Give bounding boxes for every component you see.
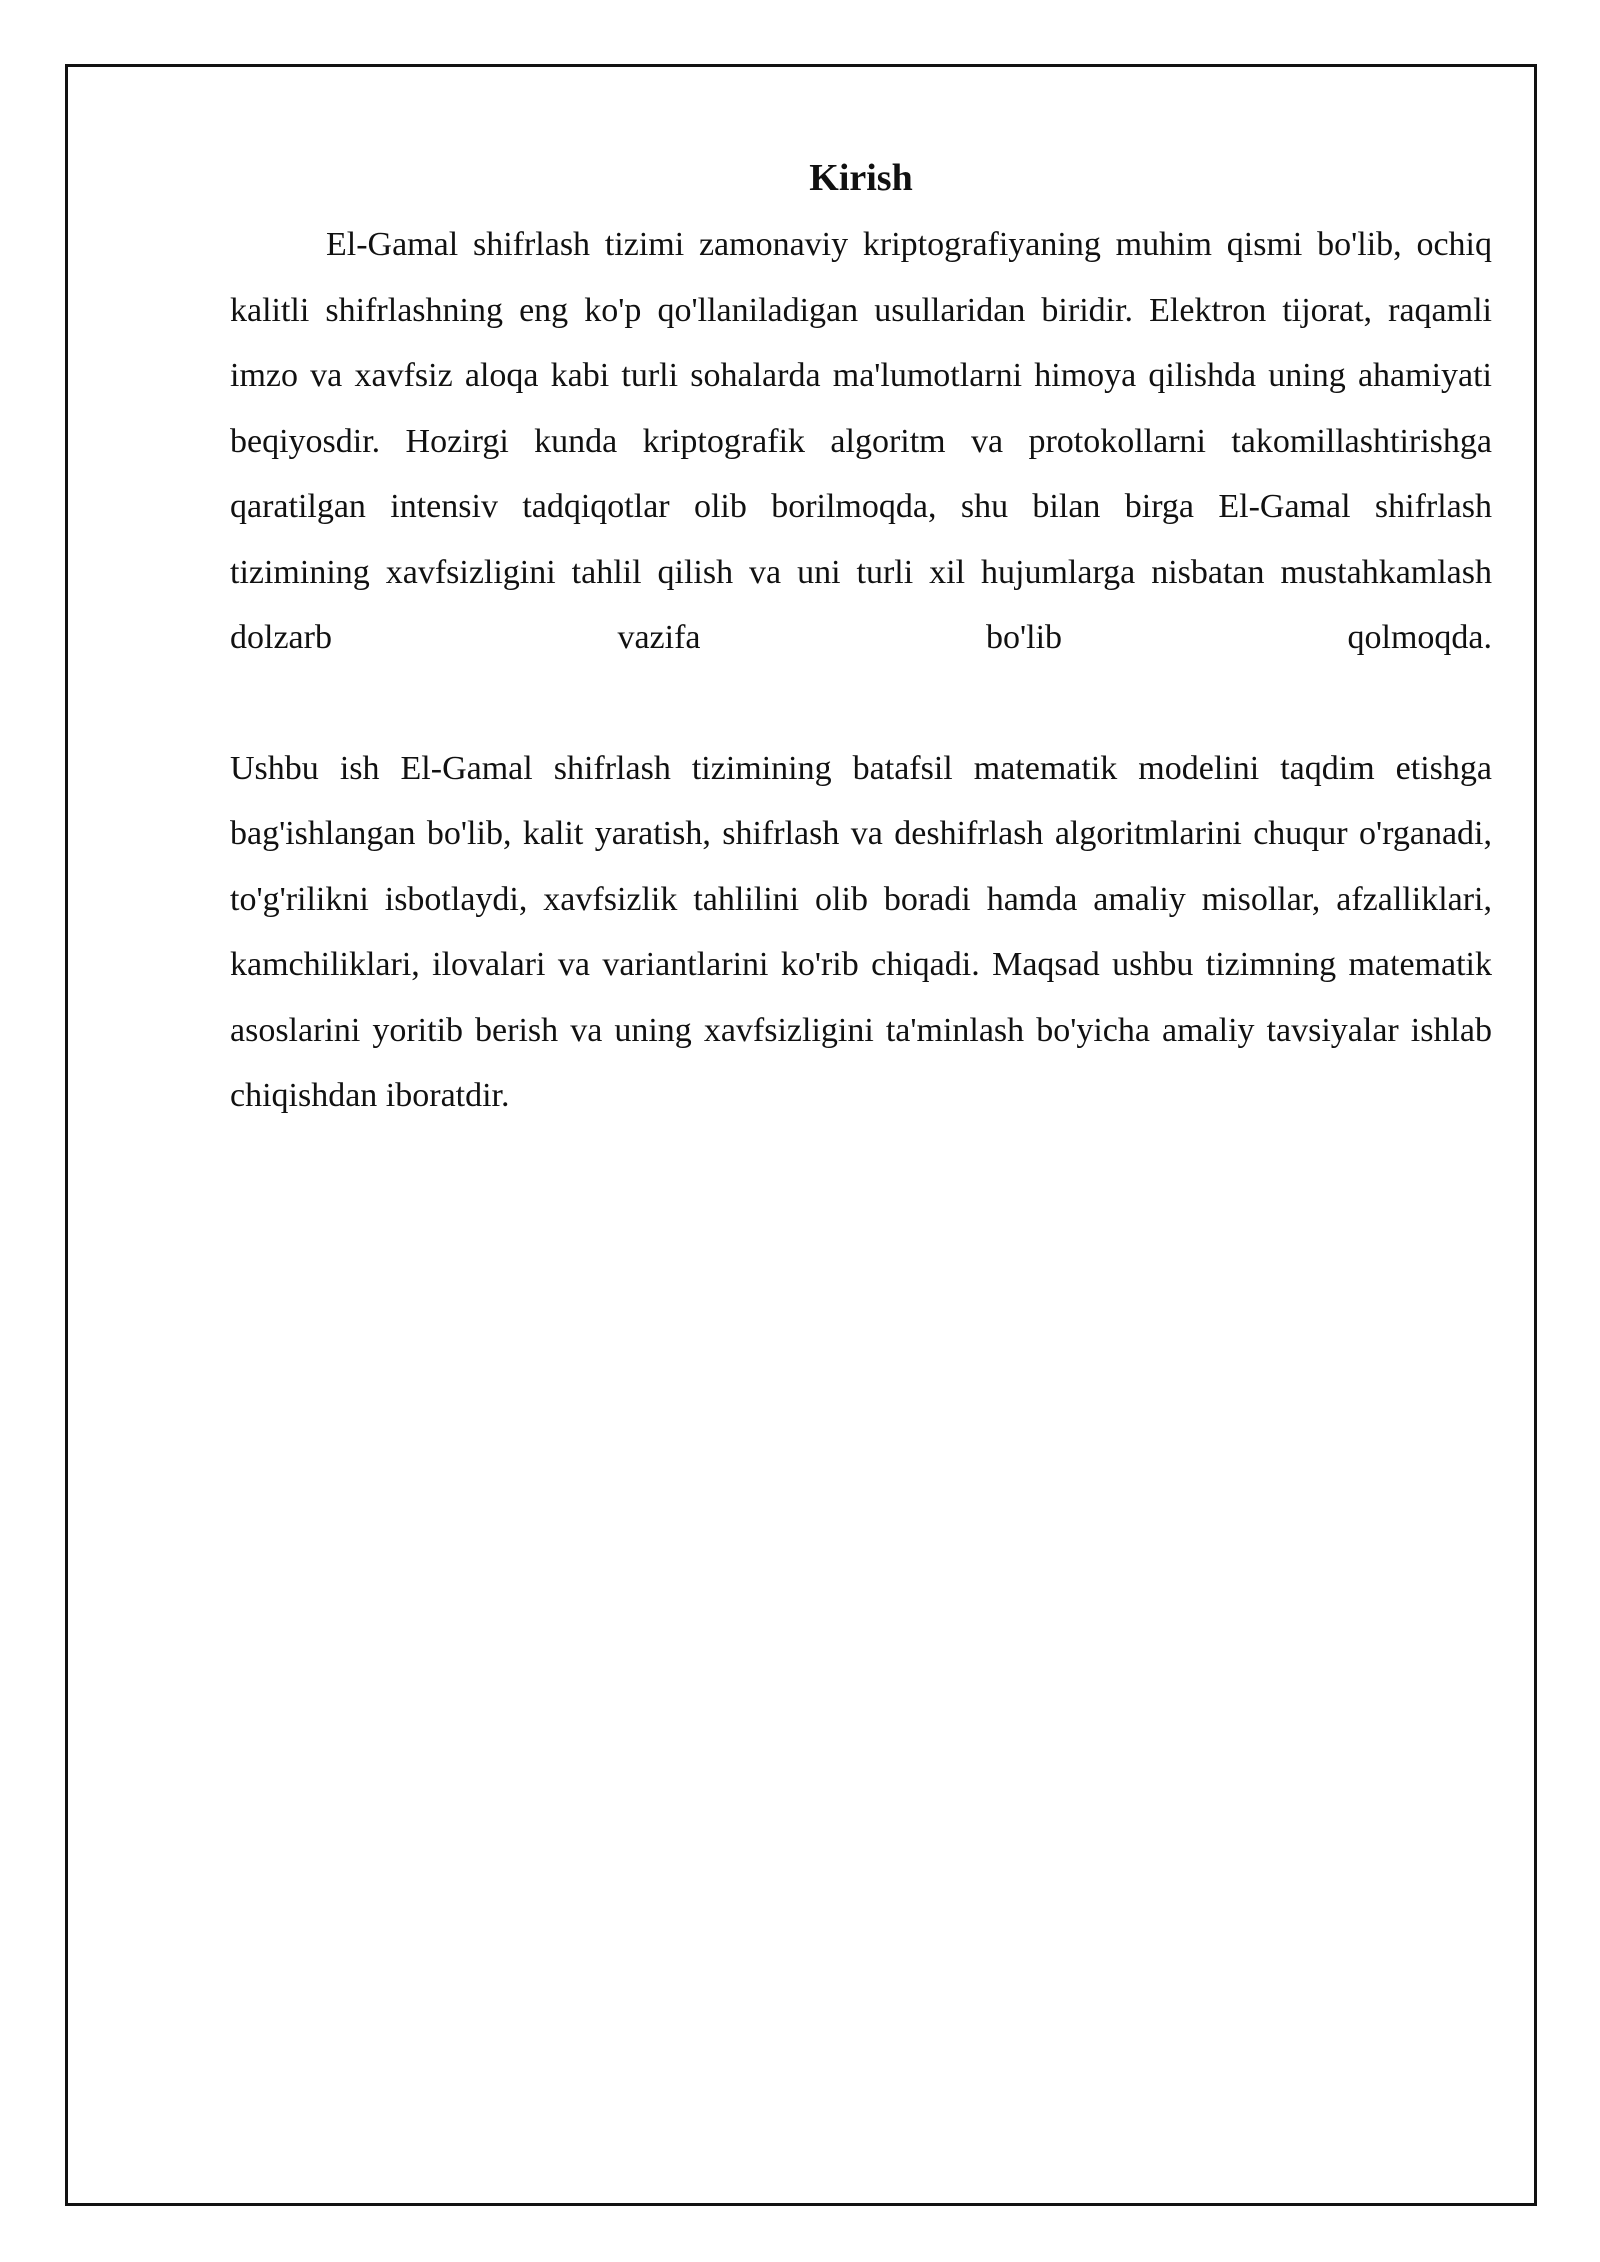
paragraph-intro: El-Gamal shifrlash tizimi zamonaviy kriptografiyaning muhim qismi bo'lib, ochiq kalitli shifrlashning eng ko'p qo'llaniladigan usullaridan biridir. Elektron tijorat, raqamli imzo va xavfsiz aloqa kabi turli sohalarda ma'lumotlarni himoya qilishda uning ahamiyati beqiyosdir. Hozirgi kunda kriptografik algoritm va protokollarni takomillashtirishga qaratilgan intensiv tadqiqotlar olib borilmoqda, shu bilan birga El-Gamal shifrlash tizimining xavfsizligini tahlil qilish va uni turli xil hujumlarga nisbatan mustahkamlash dolzarb vazifa bo'lib qolmoqda. <box>230 226 1492 656</box>
section-heading: Kirish <box>809 157 913 199</box>
document-body <box>230 148 1492 1129</box>
paragraph-goal: Ushbu ish El-Gamal shifrlash tizimining batafsil matematik modelini taqdim etishga bag'ishlangan bo'lib, kalit yaratish, shifrlash va deshifrlash algoritmlarini chuqur o'rganadi, to'g'rilikni isbotlaydi, xavfsizlik tahlilini olib boradi hamda amaliy misollar, afzalliklari, kamchiliklari, ilovalari va variantlarini ko'rib chiqadi. Maqsad ushbu tizimning matematik asoslarini yoritib berish va uning xavfsizligini ta'minlash bo'yicha amaliy tavsiyalar ishlab chiqishdan iboratdir. <box>230 749 1492 1114</box>
paragraph-spacer <box>230 671 1492 736</box>
